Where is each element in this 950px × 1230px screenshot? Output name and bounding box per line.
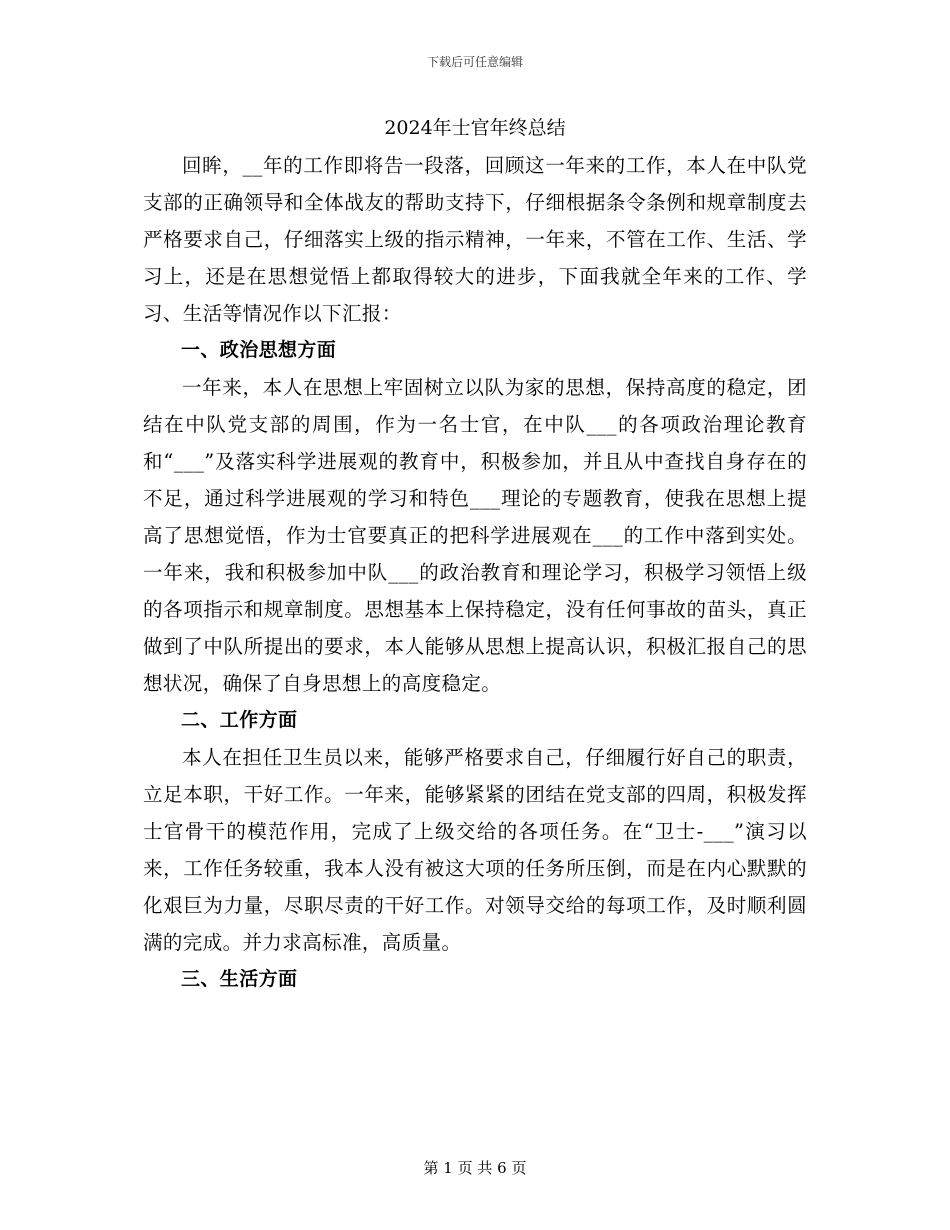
header-note: 下载后可任意编辑 xyxy=(426,55,523,69)
page-footer: 第 1 页 共 6 页 xyxy=(423,1159,527,1177)
section-paragraph-politics: 一年来，本人在思想上牢固树立以队为家的思想，保持高度的稳定，团结在中队党支部的周围，作为一名士官，在中队___的各项政治理论教育和“___”及落实科学进展观的教育中，积极参加，并且从中查找自身存在的不足，通过科学进展观的学习和特色___理论的专题教育，使我在思想上提高了思想觉悟，作为士官要真正的把科学进展观在___的工作中落到实处。一年来，我和积极参加中队___的政治教育和理论学习，积极学习领悟上级的各项指示和规章制度。思想基本上保持稳定，没有任何事故的苗头，真正做到了中队所提出的要求，本人能够从思想上提高认识，积极汇报自己的思想状况，确保了自身思想上的高度稳定。 xyxy=(143,376,807,695)
document-title: 2024年士官年终总结 xyxy=(384,117,566,139)
document-body xyxy=(143,147,807,998)
intro-paragraph: 回眸，__年的工作即将告一段落，回顾这一年来的工作，本人在中队党支部的正确领导和全体战友的帮助支持下，仔细根据条令条例和规章制度去严格要求自己，仔细落实上级的指示精神，一年来，不管在工作、生活、学习上，还是在思想觉悟上都取得较大的进步，下面我就全年来的工作、学习、生活等情况作以下汇报： xyxy=(143,154,807,325)
section-heading-work: 二、工作方面 xyxy=(181,709,298,731)
section-heading-politics: 一、政治思想方面 xyxy=(181,339,337,361)
section-heading-life: 三、生活方面 xyxy=(181,968,298,990)
section-paragraph-work: 本人在担任卫生员以来，能够严格要求自己，仔细履行好自己的职责，立足本职，干好工作。一年来，能够紧紧的团结在党支部的四周，积极发挥士官骨干的模范作用，完成了上级交给的各项任务。在“卫士-___”演习以来，工作任务较重，我本人没有被这大项的任务所压倒，而是在内心默默的化艰巨为力量，尽职尽责的干好工作。对领导交给的每项工作，及时顺利圆满的完成。并力求高标准，高质量。 xyxy=(143,746,807,954)
